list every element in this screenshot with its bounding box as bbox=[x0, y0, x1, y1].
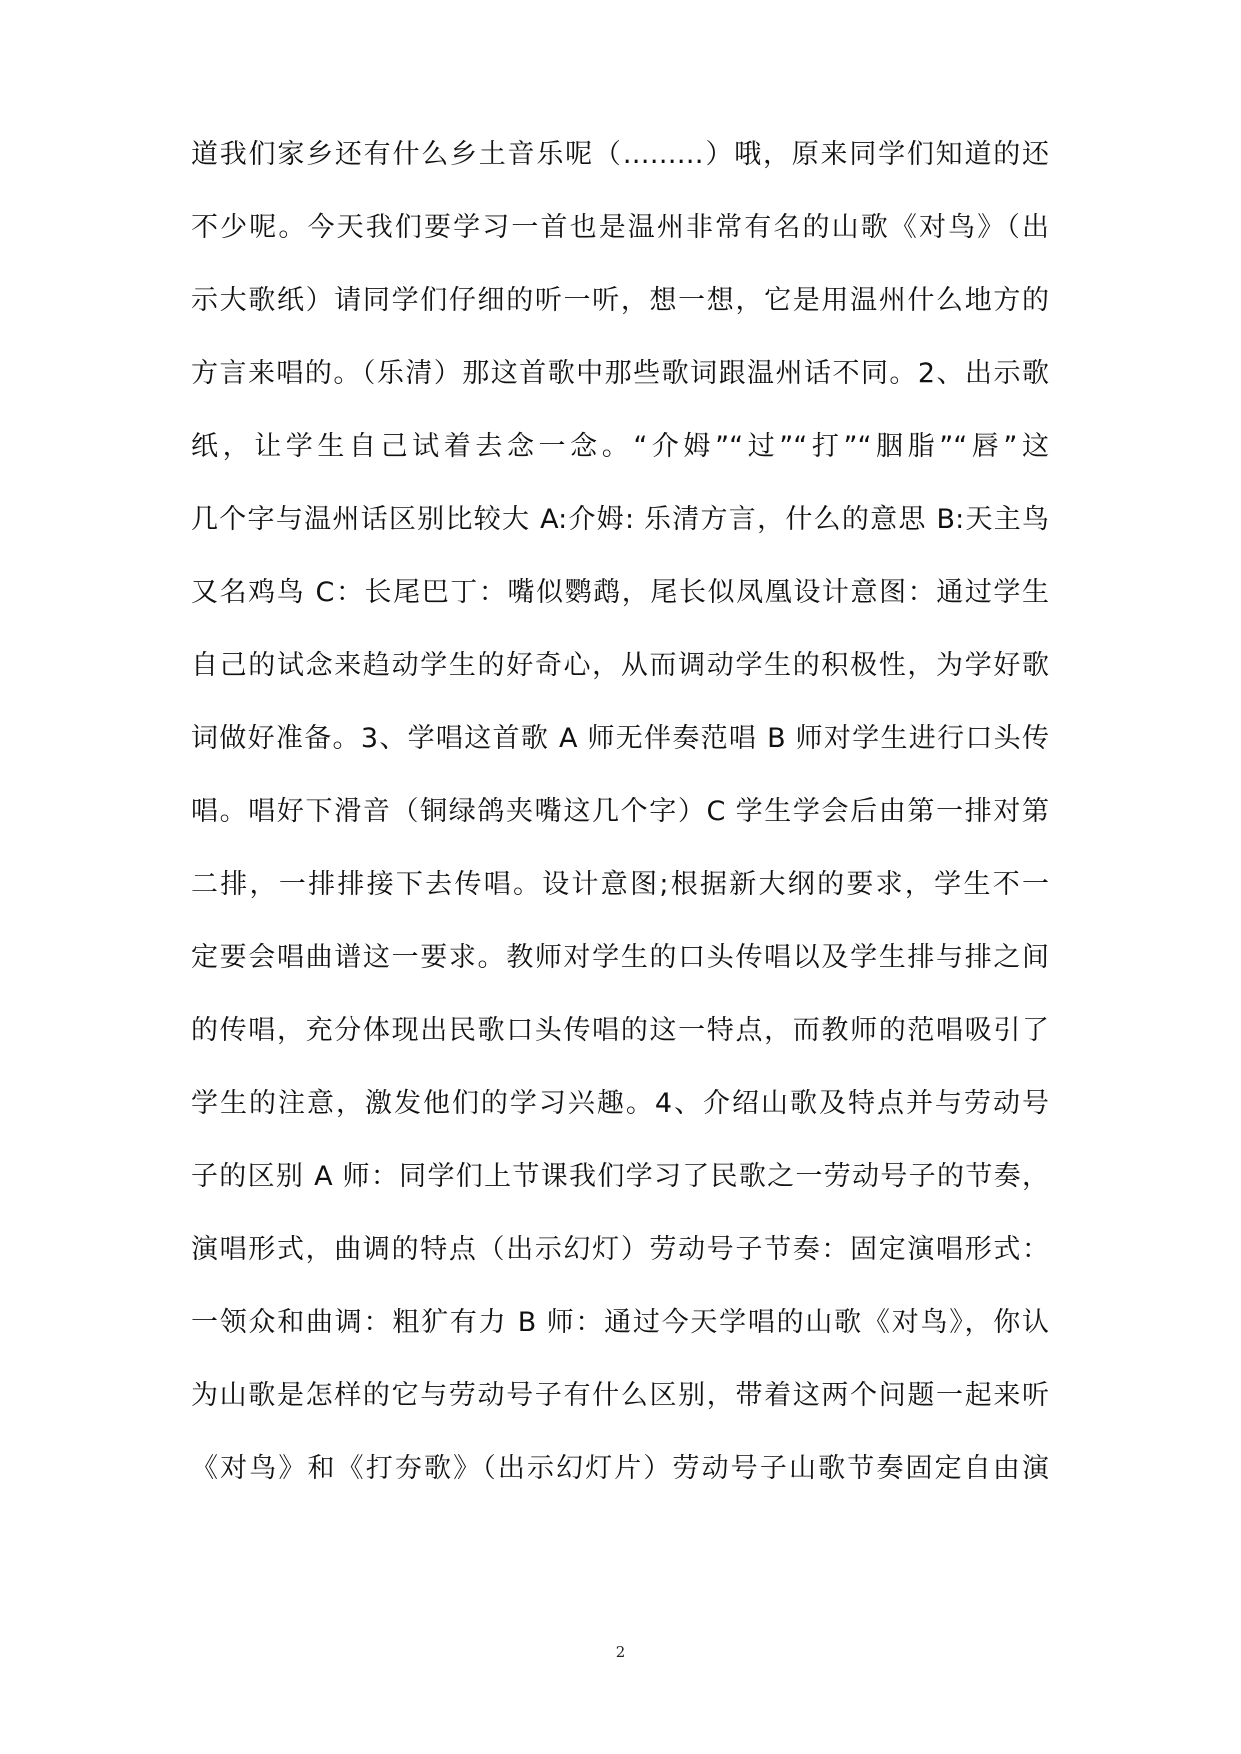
page-number: 2 bbox=[615, 1643, 626, 1661]
text-line: 定要会唱曲谱这一要求。教师对学生的口头传唱以及学生排与排之间 bbox=[191, 942, 1049, 973]
text-line: 唱。唱好下滑音（铜绿鸽夹嘴这几个字）C 学生学会后由第一排对第 bbox=[191, 796, 1049, 827]
text-line: 子的区别 A 师：同学们上节课我们学习了民歌之一劳动号子的节奏， bbox=[191, 1161, 1049, 1192]
text-line: 二排，一排排接下去传唱。设计意图;根据新大纲的要求，学生不一 bbox=[191, 869, 1049, 900]
text-line: 自己的试念来趋动学生的好奇心，从而调动学生的积极性，为学好歌 bbox=[191, 650, 1049, 681]
text-line: 为山歌是怎样的它与劳动号子有什么区别，带着这两个问题一起来听 bbox=[191, 1380, 1049, 1411]
text-line: 《对鸟》和《打夯歌》（出示幻灯片）劳动号子山歌节奏固定自由演 bbox=[191, 1453, 1049, 1484]
text-line: 学生的注意，激发他们的学习兴趣。4、介绍山歌及特点并与劳动号 bbox=[191, 1088, 1049, 1119]
text-line: 道我们家乡还有什么乡土音乐呢（………）哦，原来同学们知道的还 bbox=[191, 139, 1049, 170]
text-line: 的传唱，充分体现出民歌口头传唱的这一特点，而教师的范唱吸引了 bbox=[191, 1015, 1049, 1046]
text-line: 又名鸡鸟 C：长尾巴丁：嘴似鹦鹉，尾长似凤凰设计意图：通过学生 bbox=[191, 577, 1049, 608]
text-line: 词做好准备。3、学唱这首歌 A 师无伴奏范唱 B 师对学生进行口头传 bbox=[191, 723, 1049, 754]
text-line: 几个字与温州话区别比较大 A:介姆: 乐清方言，什么的意思 B:天主鸟 bbox=[191, 504, 1049, 535]
text-line: 方言来唱的。（乐清）那这首歌中那些歌词跟温州话不同。2、出示歌 bbox=[191, 358, 1049, 389]
text-line: 不少呢。今天我们要学习一首也是温州非常有名的山歌《对鸟》（出 bbox=[191, 212, 1049, 243]
text-line: 演唱形式，曲调的特点（出示幻灯）劳动号子节奏：固定演唱形式： bbox=[191, 1234, 1049, 1265]
text-line: 纸，让学生自己试着去念一念。“介姆”“过”“打”“胭脂”“唇”这 bbox=[191, 431, 1049, 462]
text-line: 示大歌纸）请同学们仔细的听一听，想一想，它是用温州什么地方的 bbox=[191, 285, 1049, 316]
body-text bbox=[191, 118, 1049, 1505]
text-line: 一领众和曲调：粗犷有力 B 师：通过今天学唱的山歌《对鸟》，你认 bbox=[191, 1307, 1049, 1338]
